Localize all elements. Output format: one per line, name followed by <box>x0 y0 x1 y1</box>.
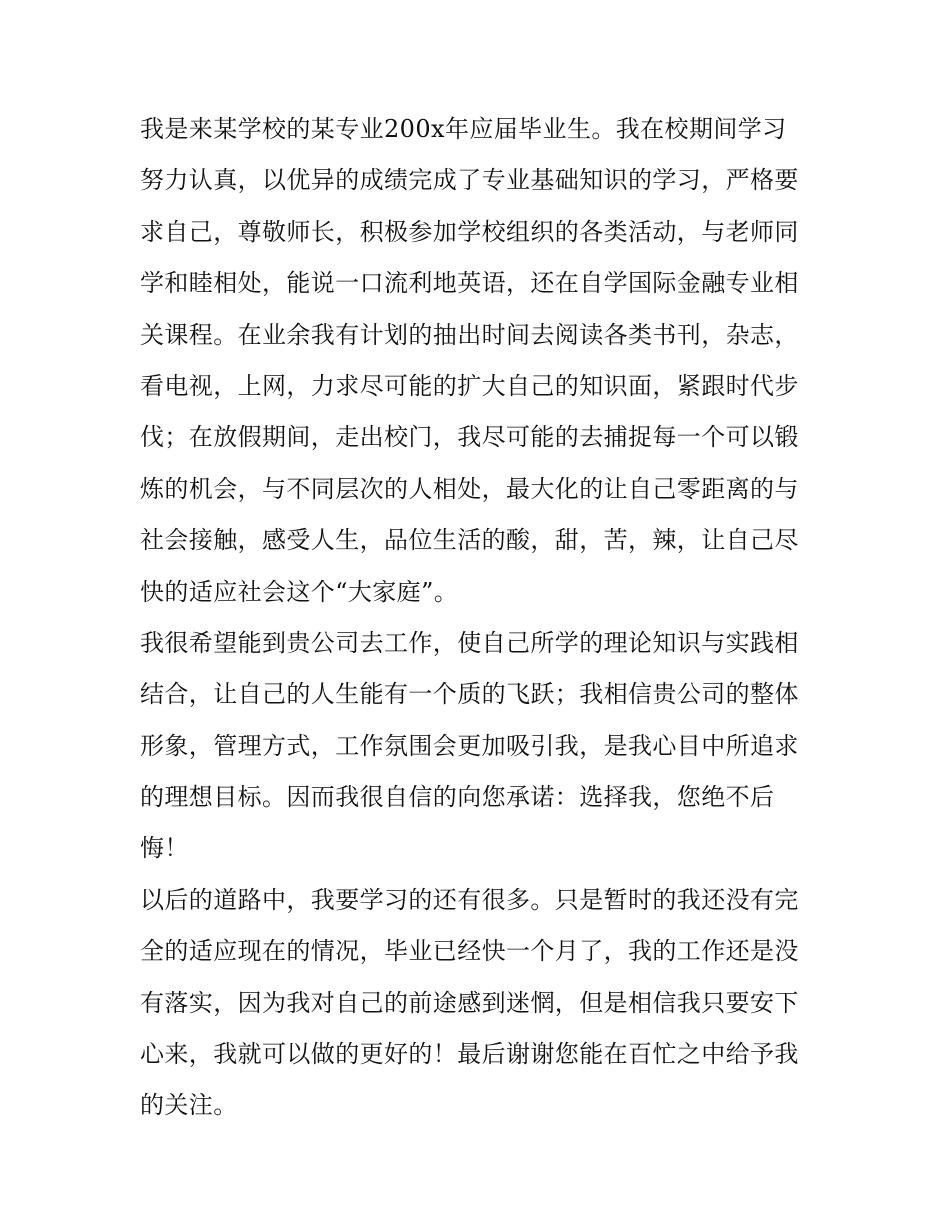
text-line: 结合，让自己的人生能有一个质的飞跃；我相信贵公司的整体 <box>140 680 799 709</box>
text-line: 炼的机会，与不同层次的人相处，最大化的让自己零距离的与 <box>140 474 799 503</box>
text-line: 的理想目标。因而我很自信的向您承诺：选择我，您绝不后 <box>140 783 775 812</box>
text-line: 社会接触，感受人生，品位生活的酸，甜，苦，辣，让自己尽 <box>140 526 799 555</box>
text-line: 心来，我就可以做的更好的！最后谢谢您能在百忙之中给予我 <box>140 1040 799 1069</box>
text-line: 努力认真，以优异的成绩完成了专业基础知识的学习，严格要 <box>140 166 799 195</box>
text-line: 悔！ <box>140 834 189 863</box>
text-line: 关课程。在业余我有计划的抽出时间去阅读各类书刊，杂志， <box>140 320 799 349</box>
text-line: 求自己，尊敬师长，积极参加学校组织的各类活动，与老师同 <box>140 217 799 246</box>
text-line: 快的适应社会这个“大家庭”。 <box>140 577 459 606</box>
cover-letter-body <box>140 104 820 1132</box>
text-line: 有落实，因为我对自己的前途感到迷惘，但是相信我只要安下 <box>140 988 799 1017</box>
text-line: 我很希望能到贵公司去工作，使自己所学的理论知识与实践相 <box>140 628 799 657</box>
text-line: 全的适应现在的情况，毕业已经快一个月了，我的工作还是没 <box>140 937 799 966</box>
text-line: 以后的道路中，我要学习的还有很多。只是暂时的我还没有完 <box>140 885 799 914</box>
text-line: 的关注。 <box>140 1091 238 1120</box>
text-line: 学和睦相处，能说一口流利地英语，还在自学国际金融专业相 <box>140 269 799 298</box>
text-line: 看电视，上网，力求尽可能的扩大自己的知识面，紧跟时代步 <box>140 371 799 400</box>
text-line: 我是来某学校的某专业200x年应届毕业生。我在校期间学习 <box>140 115 787 143</box>
text-line: 形象，管理方式，工作氛围会更加吸引我，是我心目中所追求 <box>140 731 799 760</box>
text-line: 伐；在放假期间，走出校门，我尽可能的去捕捉每一个可以锻 <box>140 423 799 452</box>
